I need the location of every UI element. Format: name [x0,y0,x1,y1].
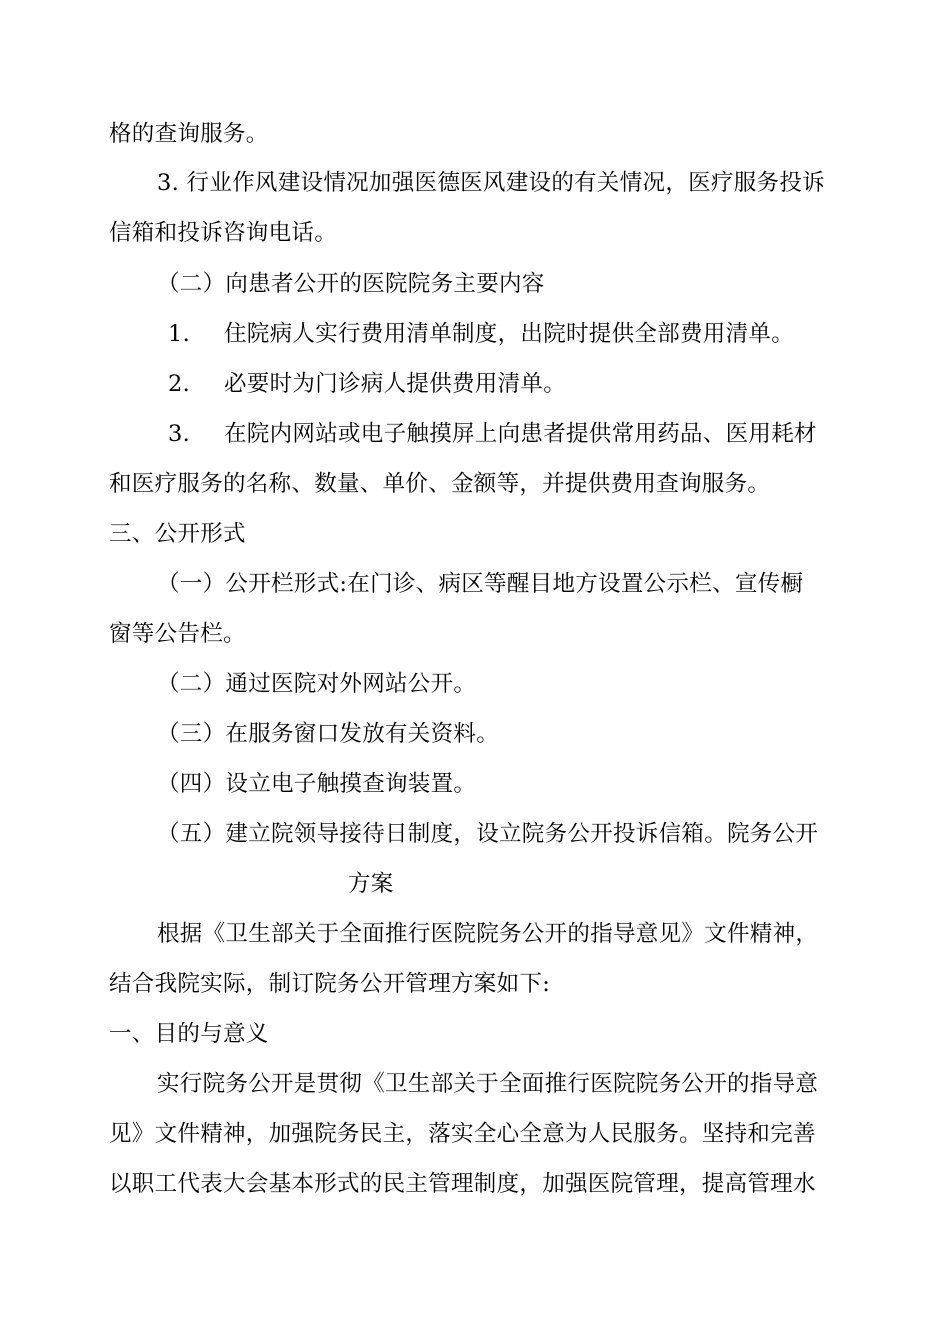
purpose-line-3: 以职工代表大会基本形式的民主管理制度，加强医院管理，提高管理水 [109,1171,816,1197]
form-item-2: （二）通过医院对外网站公开。 [157,671,477,697]
list-item-3-text-line-2: 和医疗服务的名称、数量、单价、金额等，并提供费用查询服务。 [109,471,771,497]
document-title-continuation: 方案 [348,871,394,897]
list-item-1 [168,319,794,349]
list-item-3-text-line-1: 在院内网站或电子触摸屏上向患者提供常用药品、医用耗材 [224,421,817,447]
list-item-2-number: 2. [168,371,191,397]
list-item-3 [168,419,817,449]
paragraph-continuation: 格的查询服务。 [109,121,269,147]
paragraph-conduct-line-2: 信箱和投诉咨询电话。 [109,220,338,246]
purpose-line-2: 见》文件精神，加强院务民主，落实全心全意为人民服务。坚持和完善 [109,1121,816,1147]
paragraph-conduct-line-1: 3. 行业作风建设情况加强医德医风建设的有关情况，医疗服务投诉 [157,170,825,196]
list-item-2 [168,369,566,399]
list-item-1-text: 住院病人实行费用清单制度，出院时提供全部费用清单。 [224,321,795,347]
form-item-1-line-1: （一）公开栏形式:在门诊、病区等醒目地方设置公示栏、宣传橱 [157,571,804,597]
form-item-5: （五）建立院领导接待日制度，设立院务公开投诉信箱。院务公开 [157,821,819,847]
list-item-3-number: 3. [168,421,191,447]
form-item-3: （三）在服务窗口发放有关资料。 [157,721,500,747]
form-item-1-line-2: 窗等公告栏。 [109,621,246,647]
section-heading-purpose: 一、目的与意义 [109,1021,269,1047]
purpose-line-1: 实行院务公开是贯彻《卫生部关于全面推行医院院务公开的指导意 [157,1071,819,1097]
section-heading-disclosure-forms: 三、公开形式 [109,521,246,547]
list-item-2-text: 必要时为门诊病人提供费用清单。 [224,371,567,397]
intro-line-1: 根据《卫生部关于全面推行医院院务公开的指导意见》文件精神， [157,921,819,947]
form-item-4: （四）设立电子触摸查询装置。 [157,771,477,797]
intro-line-2: 结合我院实际，制订院务公开管理方案如下: [109,971,551,997]
list-item-1-number: 1. [168,321,191,347]
section-heading-patient-content: （二）向患者公开的医院院务主要内容 [157,271,545,297]
